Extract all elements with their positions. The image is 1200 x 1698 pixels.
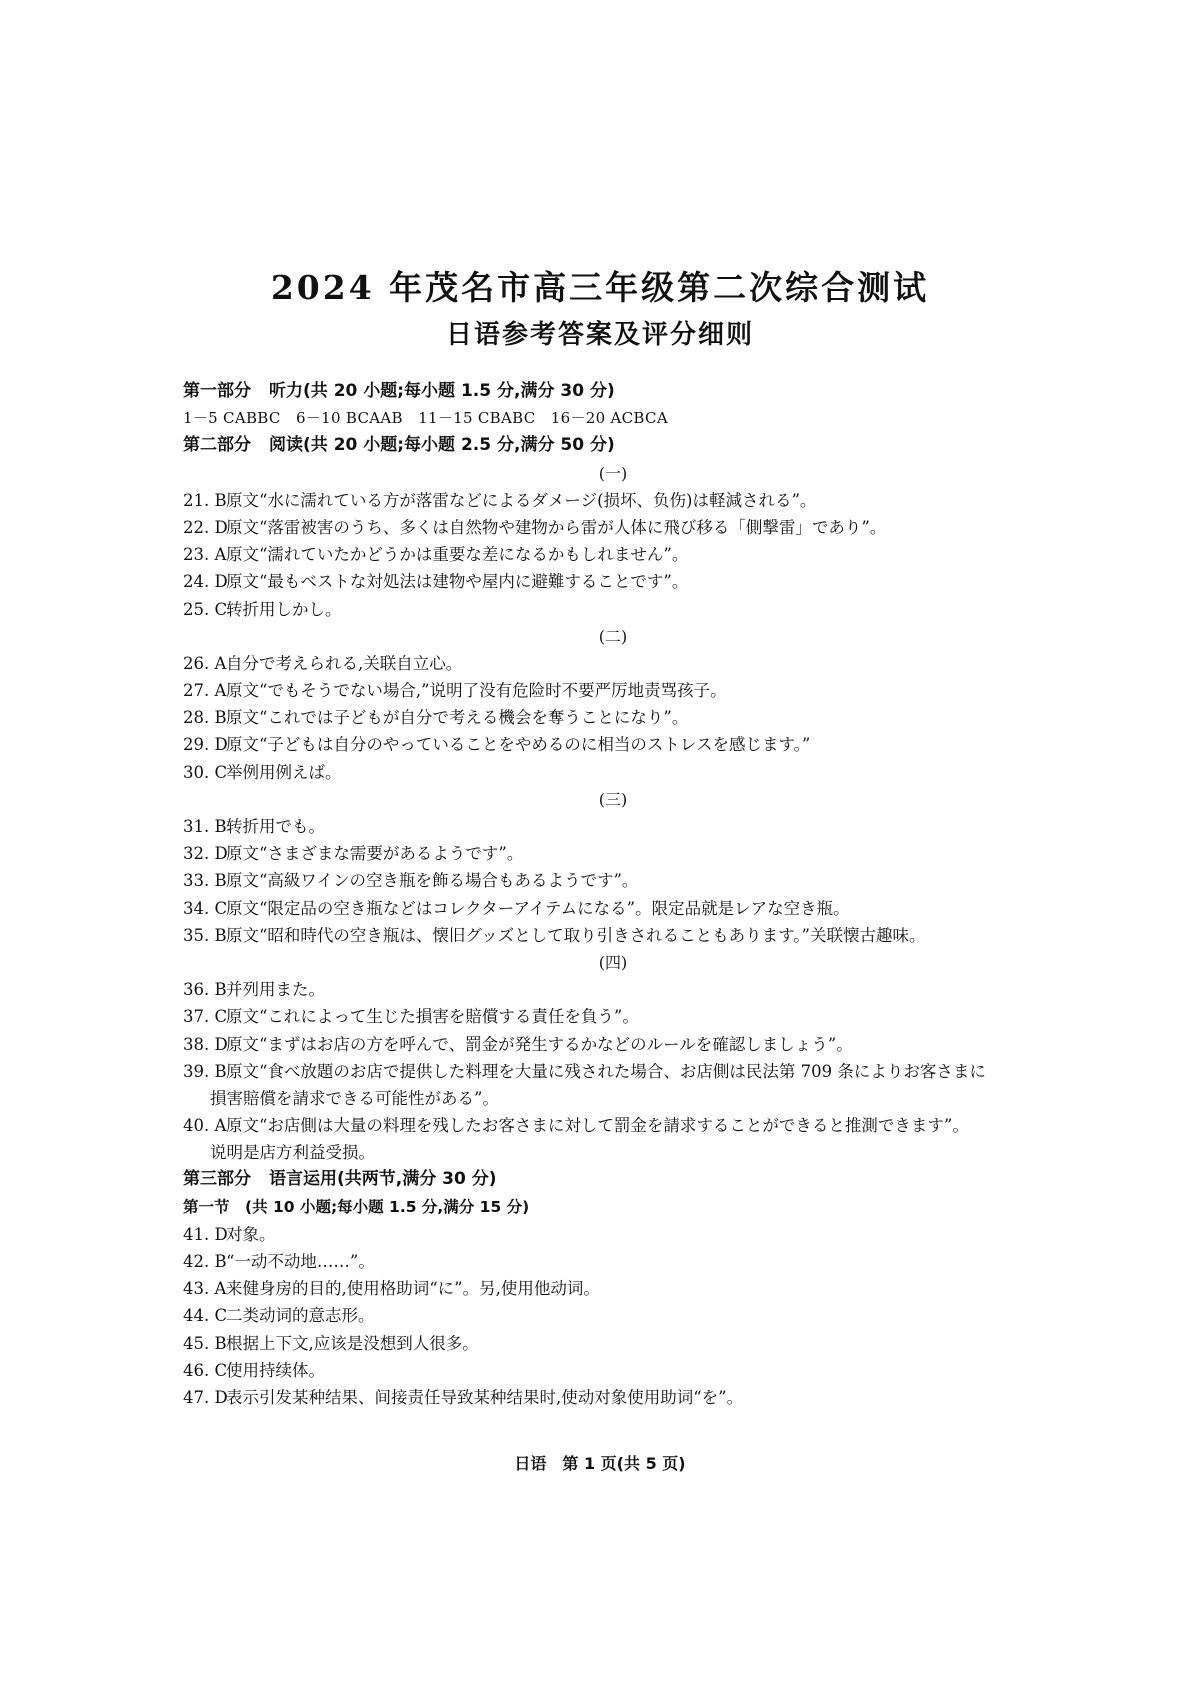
answer-number: 36. B bbox=[183, 980, 227, 1000]
answer-item bbox=[183, 514, 1043, 541]
answer-explanation: 原文“落雷被害のうち、多くは自然物や建物から雷が人体に飛び移る「側撃雷」であり”。 bbox=[226, 517, 887, 537]
part2-heading bbox=[183, 432, 1043, 459]
answer-item bbox=[183, 1003, 1043, 1030]
answer-number: 46. C bbox=[183, 1360, 228, 1380]
answer-continuation: 損害賠償を請求できる可能性がある”。 bbox=[210, 1088, 499, 1108]
part1-number: 第一部分 bbox=[183, 381, 251, 401]
answer-item bbox=[183, 759, 1043, 786]
answer-item bbox=[183, 487, 1043, 514]
answer-number: 25. C bbox=[183, 599, 228, 619]
answer-explanation: 表示引发某种结果、间接责任导致某种结果时,使动对象使用助词“を”。 bbox=[226, 1387, 744, 1407]
part3-section1-heading: 第一节 (共 10 小题;每小题 1.5 分,满分 15 分) bbox=[183, 1197, 530, 1216]
answer-item bbox=[183, 840, 1043, 867]
answer-number: 24. D bbox=[183, 572, 228, 592]
answer-number: 37. C bbox=[183, 1007, 228, 1027]
part1-answers: 1－5 CABBC 6－10 BCAAB 11－15 CBABC 16－20 ACBCA bbox=[183, 409, 668, 428]
answer-explanation: 原文“限定品の空き瓶などはコレクターアイテムになる”。限定品就是レアな空き瓶。 bbox=[226, 898, 850, 918]
answer-item bbox=[183, 867, 1043, 894]
answer-explanation: 原文“食べ放題のお店で提供した料理を大量に残された場合、お店側は民法第 709 条によりお客さまに bbox=[226, 1061, 986, 1081]
answer-number: 33. B bbox=[183, 871, 227, 891]
answer-explanation: 原文“さまざまな需要があるようです”。 bbox=[226, 844, 524, 864]
part3-heading bbox=[183, 1166, 1043, 1193]
page-footer: 日语 第 1 页(共 5 页) bbox=[514, 1454, 686, 1473]
answer-item bbox=[183, 1275, 1043, 1302]
answer-explanation: “一动不动地……”。 bbox=[226, 1252, 375, 1271]
answer-explanation: 原文“濡れていたかどうかは重要な差になるかもしれません”。 bbox=[226, 545, 689, 565]
answer-number: 27. A bbox=[183, 681, 227, 701]
answer-continuation: 说明是店方利益受损。 bbox=[210, 1143, 375, 1163]
part3-name: 语言运用(共两节,满分 30 分) bbox=[269, 1169, 497, 1190]
answer-item bbox=[183, 677, 1043, 704]
group-2-heading: (二) bbox=[598, 626, 628, 646]
part3-number: 第三部分 bbox=[183, 1169, 251, 1190]
answer-explanation: 二类动词的意志形。 bbox=[226, 1306, 375, 1326]
answer-number: 43. A bbox=[183, 1279, 227, 1299]
answer-explanation: 转折用でも。 bbox=[226, 817, 325, 836]
answer-number: 41. D bbox=[183, 1224, 228, 1244]
answer-number: 45. B bbox=[183, 1333, 227, 1353]
answer-explanation: 转折用しかし。 bbox=[226, 599, 342, 619]
answer-number: 34. C bbox=[183, 898, 228, 918]
answer-item bbox=[183, 976, 1043, 1003]
answer-explanation: 原文“高級ワインの空き瓶を飾る場合もあるようです”。 bbox=[226, 871, 639, 891]
answer-explanation: 举例用例えば。 bbox=[226, 762, 342, 782]
page-title: 2024 年茂名市高三年级第二次综合测试 bbox=[270, 268, 930, 307]
answer-item bbox=[183, 731, 1043, 758]
page-subtitle: 日语参考答案及评分细则 bbox=[445, 320, 754, 350]
answer-item bbox=[183, 568, 1043, 595]
answer-item bbox=[183, 895, 1043, 922]
answer-explanation: 并列用また。 bbox=[226, 980, 325, 1000]
answer-item bbox=[183, 704, 1043, 731]
answer-explanation: 原文“最もベストな対処法は建物や屋内に避難することです”。 bbox=[226, 572, 689, 592]
group-1-heading: (一) bbox=[598, 463, 628, 483]
answer-explanation: 原文“お店側は大量の料理を残したお客さまに対して罰金を請求することができると推測できます”。 bbox=[226, 1116, 969, 1136]
answer-explanation: 原文“これでは子どもが自分で考える機会を奪うことになり”。 bbox=[226, 708, 689, 728]
answer-item bbox=[183, 1384, 1043, 1411]
answer-number: 40. A bbox=[183, 1116, 227, 1136]
answer-explanation: 自分で考えられる,关联自立心。 bbox=[226, 653, 463, 673]
answer-number: 38. D bbox=[183, 1034, 228, 1054]
part1-name: 听力(共 20 小题;每小题 1.5 分,满分 30 分) bbox=[269, 381, 615, 401]
answer-number: 31. B bbox=[183, 817, 227, 836]
answer-number: 44. C bbox=[183, 1306, 228, 1326]
answer-number: 32. D bbox=[183, 844, 228, 864]
answer-item bbox=[183, 650, 1043, 677]
answer-number: 42. B bbox=[183, 1252, 227, 1271]
answer-number: 23. A bbox=[183, 545, 227, 565]
answer-item bbox=[183, 1112, 1043, 1139]
answer-explanation: 使用持续体。 bbox=[226, 1360, 325, 1380]
answer-item bbox=[183, 1058, 1043, 1085]
part1-heading bbox=[183, 378, 1043, 405]
answer-explanation: 原文“子どもは自分のやっていることをやめるのに相当のストレスを感じます。” bbox=[226, 735, 811, 755]
group-3-heading: (三) bbox=[598, 789, 628, 809]
answer-item bbox=[183, 1031, 1043, 1058]
answer-explanation: 来健身房的目的,使用格助词“に”。另,使用他动词。 bbox=[226, 1279, 600, 1299]
answer-explanation: 原文“でもそうでない場合,”说明了没有危险时不要严厉地责骂孩子。 bbox=[226, 681, 727, 701]
group-4-heading: (四) bbox=[598, 952, 628, 972]
answer-item bbox=[183, 1302, 1043, 1329]
answer-explanation: 原文“水に濡れている方が落雷などによるダメージ(损坏、负伤)は軽減される”。 bbox=[226, 490, 817, 510]
answer-item bbox=[183, 1357, 1043, 1384]
answer-explanation: 原文“まずはお店の方を呼んで、罰金が発生するかなどのルールを確認しましょう”。 bbox=[226, 1034, 853, 1054]
answer-number: 39. B bbox=[183, 1061, 227, 1081]
answer-number: 29. D bbox=[183, 735, 228, 755]
answer-number: 21. B bbox=[183, 490, 227, 510]
answer-number: 26. A bbox=[183, 653, 227, 673]
answer-explanation: 根据上下文,应该是没想到人很多。 bbox=[226, 1333, 479, 1353]
part2-number: 第二部分 bbox=[183, 435, 251, 456]
answer-item bbox=[183, 813, 1043, 840]
answer-number: 35. B bbox=[183, 925, 227, 945]
answer-item bbox=[183, 596, 1043, 623]
answer-item bbox=[183, 1221, 1043, 1248]
answer-number: 47. D bbox=[183, 1387, 228, 1407]
answer-content bbox=[183, 378, 1043, 1411]
answer-number: 22. D bbox=[183, 517, 228, 537]
answer-item bbox=[183, 1330, 1043, 1357]
answer-number: 30. C bbox=[183, 762, 228, 782]
answer-item bbox=[183, 922, 1043, 949]
answer-explanation: 原文“昭和時代の空き瓶は、懐旧グッズとして取り引きされることもあります。”关联懐古趣味。 bbox=[226, 925, 926, 945]
answer-number: 28. B bbox=[183, 708, 227, 728]
answer-item bbox=[183, 541, 1043, 568]
part2-name: 阅读(共 20 小题;每小题 2.5 分,满分 50 分) bbox=[269, 435, 615, 456]
answer-explanation: 原文“これによって生じた損害を賠償する責任を負う”。 bbox=[226, 1007, 639, 1027]
answer-item bbox=[183, 1248, 1043, 1275]
answer-explanation: 对象。 bbox=[226, 1224, 276, 1244]
